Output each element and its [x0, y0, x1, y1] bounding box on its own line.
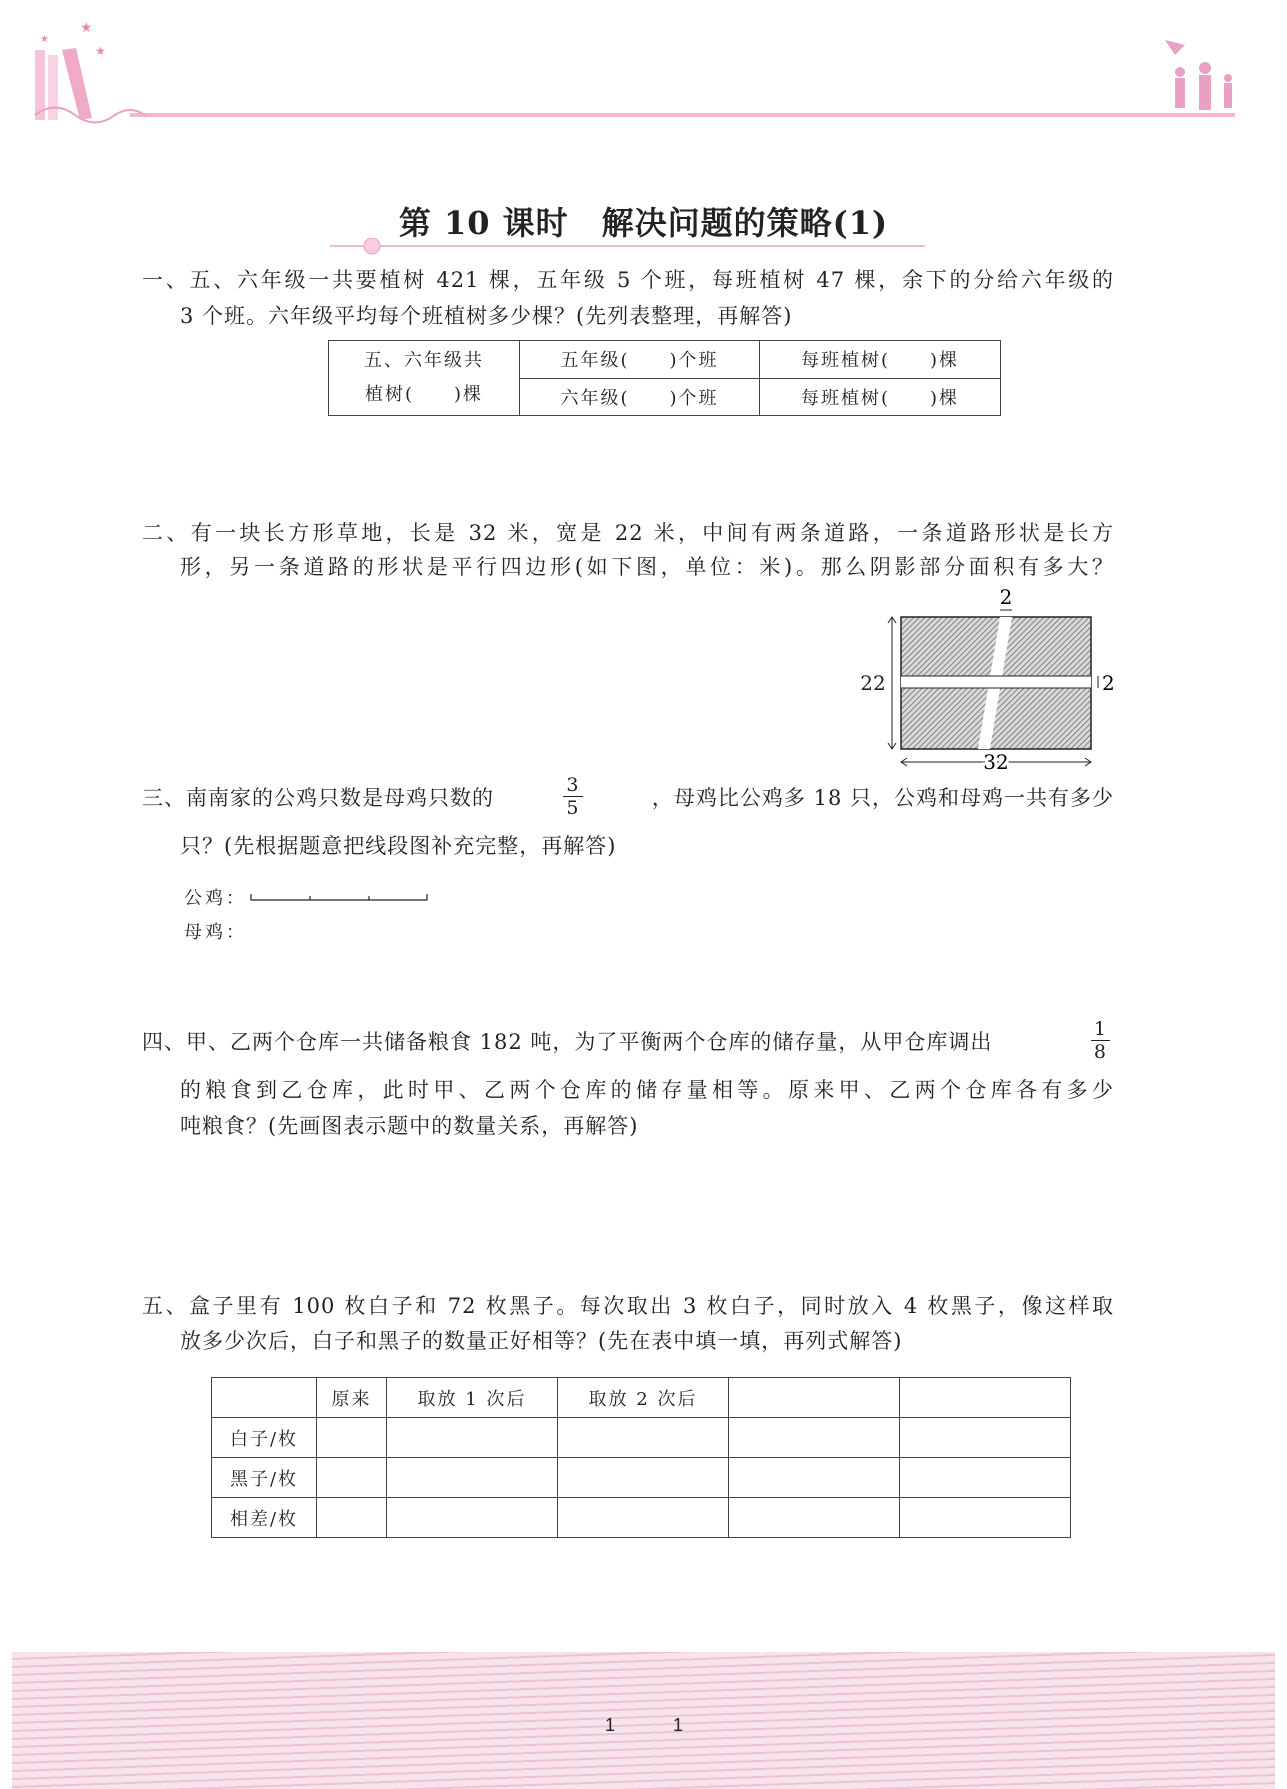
blank-cell[interactable]: [729, 1458, 900, 1498]
footer-band: [12, 1652, 1275, 1789]
label-side-width: 2: [1102, 671, 1115, 695]
row-label: 相差/枚: [212, 1498, 317, 1538]
q3-text-line2: 只？(先根据题意把线段图补充完整，再解答): [180, 834, 617, 858]
q1-cell: 每班植树( )棵: [760, 378, 1001, 416]
label-height: 22: [860, 671, 886, 695]
q1-text-line2: 3 个班。六年级平均每个班植树多少棵？(先列表整理，再解答): [180, 304, 793, 328]
q3-fraction: $\frac{3}{5}$: [563, 774, 582, 819]
q3-text-a: 三、南南家的公鸡只数是母鸡只数的: [142, 785, 494, 810]
blank-cell[interactable]: [900, 1458, 1071, 1498]
table-row: [212, 1418, 1071, 1458]
header-cell: [212, 1378, 317, 1418]
header-cell: 取放 2 次后: [558, 1378, 729, 1418]
page-title: 第 10 课时 解决问题的策略(1): [398, 204, 889, 242]
blank-cell[interactable]: [317, 1418, 387, 1458]
lawn-diagram: [860, 580, 1140, 780]
blank-cell[interactable]: [558, 1498, 729, 1538]
table-row: [212, 1498, 1071, 1538]
q1-text-line1: 一、五、六年级一共要植树 421 棵，五年级 5 个班，每班植树 47 棵，余下的分给六年级的: [142, 268, 1114, 292]
q1-cell: 五年级( )个班: [520, 341, 760, 379]
q2-text-line2: 形，另一条道路的形状是平行四边形(如下图，单位：米)。那么阴影部分面积有多大？: [180, 555, 1114, 579]
q4-text-line3: 吨粮食？(先画图表示题中的数量关系，再解答): [180, 1114, 639, 1138]
header-cell: [900, 1378, 1071, 1418]
blank-cell[interactable]: [558, 1418, 729, 1458]
blank-cell[interactable]: [900, 1418, 1071, 1458]
page-number-a: 1: [605, 1715, 616, 1735]
q4-text-a: 四、甲、乙两个仓库一共储备粮食 182 吨，为了平衡两个仓库的储存量，从甲仓库调出: [142, 1029, 993, 1054]
blank-cell[interactable]: [900, 1498, 1071, 1538]
q5-table: [211, 1377, 1071, 1538]
q1-cell: 每班植树( )棵: [760, 341, 1001, 379]
blank-cell[interactable]: [317, 1458, 387, 1498]
title-underline: [330, 238, 930, 258]
svg-text:★: ★: [40, 34, 49, 45]
q1-cell: 五、六年级共: [364, 350, 484, 371]
q1-cell: 六年级( )个班: [520, 378, 760, 416]
header-cell: [729, 1378, 900, 1418]
blank-cell[interactable]: [387, 1458, 558, 1498]
q5-text-line2: 放多少次后，白子和黑子的数量正好相等？(先在表中填一填，再列式解答): [180, 1329, 903, 1353]
q5-text-line1: 五、盒子里有 100 枚白子和 72 枚黑子。每次取出 3 枚白子，同时放入 4 枚黑子，像这样取: [142, 1294, 1114, 1318]
q2-text-line1: 二、有一块长方形草地，长是 32 米，宽是 22 米，中间有两条道路，一条道路形状是长方: [142, 521, 1114, 545]
label-length: 32: [983, 750, 1009, 774]
header-cell: 取放 1 次后: [387, 1378, 558, 1418]
blank-cell[interactable]: [387, 1498, 558, 1538]
hen-label: 母鸡：: [184, 922, 247, 943]
table-row: [212, 1458, 1071, 1498]
blank-cell[interactable]: [387, 1418, 558, 1458]
q3-text-b: ，母鸡比公鸡多 18 只，公鸡和母鸡一共有多少: [651, 785, 1114, 810]
header-cell: 原来: [317, 1378, 387, 1418]
svg-text:★: ★: [95, 44, 106, 58]
rooster-label: 公鸡：: [184, 888, 247, 909]
blank-cell[interactable]: [729, 1498, 900, 1538]
row-label: 黑子/枚: [212, 1458, 317, 1498]
rooster-segment: [248, 890, 432, 904]
blank-cell[interactable]: [317, 1498, 387, 1538]
label-top-width: 2: [999, 585, 1013, 609]
blank-cell[interactable]: [729, 1418, 900, 1458]
q1-cell: 植树( )棵: [364, 384, 484, 405]
blank-cell[interactable]: [558, 1458, 729, 1498]
q4-text-line2: 的粮食到乙仓库，此时甲、乙两个仓库的储存量相等。原来甲、乙两个仓库各有多少: [180, 1078, 1114, 1102]
row-label: 白子/枚: [212, 1418, 317, 1458]
page-number-b: 1: [673, 1715, 684, 1735]
q1-table: [328, 340, 1001, 416]
q4-fraction: $\frac{1}{8}$: [1091, 1018, 1110, 1063]
svg-text:★: ★: [80, 20, 93, 36]
header-decoration: [0, 0, 1287, 140]
